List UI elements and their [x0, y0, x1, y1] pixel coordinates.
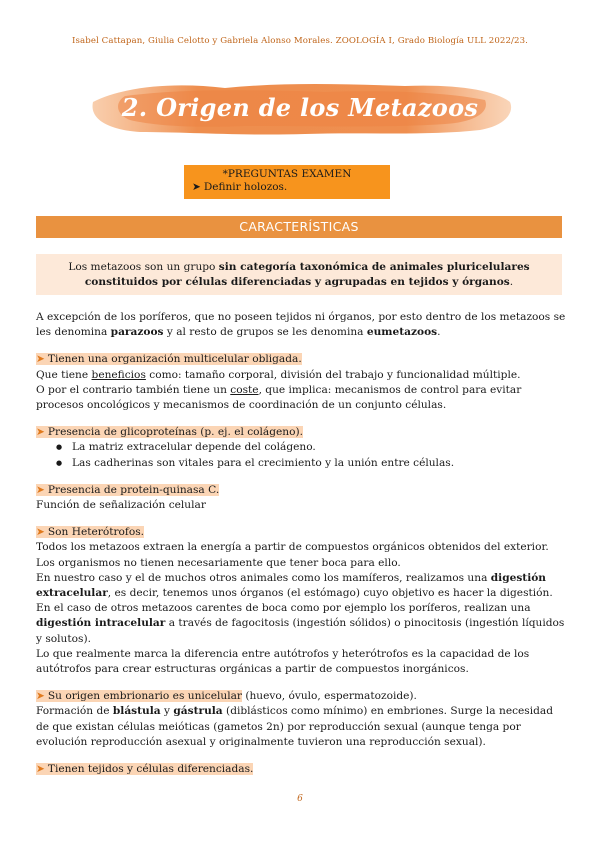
intro-text: Los metazoos son un grupo [68, 261, 219, 273]
text: O por el contrario también tiene un [36, 383, 231, 396]
exam-item [190, 181, 384, 194]
term-parazoos: parazoos [110, 326, 164, 339]
text: y al resto de grupos se les denomina [163, 326, 367, 339]
exam-title: *PREGUNTAS EXAMEN [222, 168, 352, 180]
arrow-icon: ➤ [36, 526, 45, 539]
arrow-icon: ➤ [192, 181, 201, 193]
text: A excepción de los poríferos, que no poseen tejidos ni órganos, por esto dentro de los metazoos se les denomina [36, 311, 566, 339]
line: Los organismos no tienen necesariamente que tener boca para ello. [36, 556, 401, 569]
list-item: ● Las cadherinas son vitales para el crecimiento y la unión entre células. [56, 456, 566, 471]
heading-glicoproteinas [36, 425, 566, 440]
underlined-term: beneficios [91, 368, 146, 381]
term-digestion-extracelular: digestión extracelular [36, 571, 546, 600]
heading-text: Son Heterótrofos. [47, 526, 144, 539]
page-number: 6 [297, 794, 303, 804]
intro-bold: sin categoría taxonómica de animales pluricelulares constituidos por células diferenciadas y agrupadas en tejidos y órganos [84, 261, 530, 288]
heading-tejidos [36, 762, 566, 777]
line-coste [36, 383, 566, 413]
heading-text: Tienen una organización multicelular obligada. [47, 353, 302, 366]
underlined-term: coste [230, 383, 259, 396]
arrow-icon: ➤ [36, 690, 45, 703]
section-heading: CARACTERÍSTICAS [36, 216, 562, 238]
text: , es decir, tenemos unos órganos (el estómago) cuyo objetivo es hacer la digestión. [107, 587, 553, 600]
text: (diblásticos como mínimo) en embriones. Surge la necesidad de que existan células meióticas (gametos 2n) por reproducción sexual (aunque tenga por evolución reproducción asexual y originalmente tuvieron una reproducción sexual). [36, 705, 553, 748]
heading-text: Presencia de glicoproteínas (p. ej. el colágeno). [47, 426, 303, 439]
line-extracelular [36, 571, 566, 601]
heading-text: Su origen embrionario es unicelular [47, 690, 242, 703]
arrow-icon: ➤ [36, 353, 45, 366]
running-header: Isabel Cattapan, Giulia Celotto y Gabriela Alonso Morales. ZOOLOGÍA I, Grado Biología ULL 2022/23. [71, 36, 528, 46]
term-gastrula: gástrula [173, 705, 223, 718]
bullet-list [36, 440, 566, 470]
heading-origen-embrionario [36, 689, 566, 704]
heading-multicelular [36, 352, 566, 367]
line-beneficios [36, 368, 566, 383]
heading-text: Tienen tejidos y células diferenciadas. [47, 763, 254, 776]
text: Que tiene [36, 368, 92, 381]
intro-box [36, 254, 562, 295]
exam-item-text: Definir holozos. [203, 181, 288, 193]
text: , que implica: mecanismos de control para evitar procesos oncológicos y mecanismos de coordinación de un conjunto células. [36, 383, 522, 412]
text: a través de fagocitosis (ingestión sólidos) o pinocitosis (ingestión líquidos y solutos). [36, 617, 565, 645]
term-eumetazoos: eumetazoos [366, 326, 438, 339]
page-title: 2. Origen de los Metazoos [121, 93, 479, 122]
intro-end: . [509, 276, 514, 288]
arrow-icon: ➤ [36, 483, 45, 496]
line-intracelular [36, 601, 566, 647]
main-content [36, 310, 566, 777]
text: En nuestro caso y el de muchos otros animales como los mamíferos, realizamos una [36, 571, 491, 584]
heading-rest: (huevo, óvulo, espermatozoide). [241, 690, 417, 703]
heading-heterotrofos [36, 525, 566, 540]
text: . [437, 326, 441, 339]
term-digestion-intracelular: digestión intracelular [36, 617, 166, 630]
arrow-icon: ➤ [36, 763, 45, 776]
text: En el caso de otros metazoos carentes de boca como por ejemplo los poríferos, realizan una [36, 602, 531, 615]
exam-questions-box [184, 165, 390, 199]
text: como: tamaño corporal, división del trabajo y funcionalidad múltiple. [145, 368, 521, 381]
paragraph-parazoos [36, 310, 566, 340]
text: y [160, 705, 174, 718]
term-blastula: blástula [112, 705, 161, 718]
heading-text: Presencia de protein-quinasa C. [47, 483, 220, 496]
title-banner [85, 80, 515, 136]
arrow-icon: ➤ [36, 426, 45, 439]
line: Lo que realmente marca la diferencia entre autótrofos y heterótrofos es la capacidad de los autótrofos para crear estructuras orgánicas a partir de compuestos inorgánicos. [36, 647, 530, 676]
line: Todos los metazoos extraen la energía a partir de compuestos orgánicos obtenidos del exterior. [36, 541, 549, 554]
list-item: ● La matriz extracelular depende del colágeno. [56, 440, 566, 455]
text: Formación de [36, 705, 113, 718]
line-blastula [36, 704, 566, 750]
heading-proteinquinasa [36, 483, 566, 498]
line-senalizacion: Función de señalización celular [36, 499, 206, 512]
